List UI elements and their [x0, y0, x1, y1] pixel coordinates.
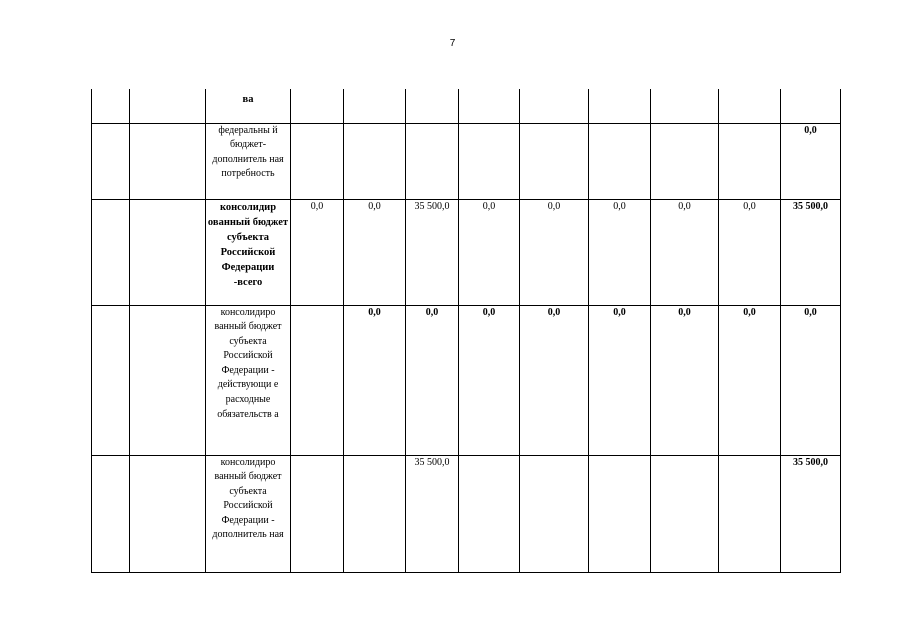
value-cell: 0,0 [589, 199, 651, 305]
value-cell [406, 123, 459, 199]
value-cell: 0,0 [520, 305, 589, 455]
blank-cell-b [130, 123, 206, 199]
value-cell [291, 123, 344, 199]
blank-cell-b [130, 305, 206, 455]
value-cell: 35 500,0 [781, 199, 841, 305]
blank-cell-a [92, 199, 130, 305]
blank-cell-a [92, 123, 130, 199]
table-row [92, 89, 841, 123]
value-cell [520, 89, 589, 123]
value-cell: 0,0 [719, 305, 781, 455]
value-cell: 35 500,0 [406, 455, 459, 572]
value-cell: 0,0 [719, 199, 781, 305]
blank-cell-a [92, 455, 130, 572]
value-cell [651, 455, 719, 572]
value-cell [651, 123, 719, 199]
blank-cell-b [130, 455, 206, 572]
row-label: федеральны й бюджет- дополнитель ная потребность [206, 123, 291, 199]
value-cell: 0,0 [344, 199, 406, 305]
value-cell [719, 123, 781, 199]
value-cell [719, 455, 781, 572]
value-cell [520, 455, 589, 572]
row-label: консолидиро ванный бюджет субъекта Российской Федерации - действующи е расходные обязательств а [206, 305, 291, 455]
value-cell [589, 455, 651, 572]
value-cell: 0,0 [520, 199, 589, 305]
value-cell: 0,0 [589, 305, 651, 455]
value-cell [344, 123, 406, 199]
value-cell [406, 89, 459, 123]
blank-cell-b [130, 199, 206, 305]
value-cell: 0,0 [781, 305, 841, 455]
value-cell [291, 305, 344, 455]
table-row [92, 305, 841, 455]
row-label: консолидир ованный бюджет субъекта Российской Федерации -всего [206, 199, 291, 305]
value-cell [520, 123, 589, 199]
value-cell [589, 89, 651, 123]
value-cell: 0,0 [459, 305, 520, 455]
value-cell: 35 500,0 [781, 455, 841, 572]
value-cell: 0,0 [459, 199, 520, 305]
value-cell [781, 89, 841, 123]
table-row [92, 123, 841, 199]
value-cell [651, 89, 719, 123]
value-cell [344, 455, 406, 572]
value-cell [344, 89, 406, 123]
blank-cell-b [130, 89, 206, 123]
value-cell: 0,0 [291, 199, 344, 305]
blank-cell-a [92, 89, 130, 123]
value-cell [291, 455, 344, 572]
value-cell: 0,0 [651, 199, 719, 305]
value-cell: 0,0 [406, 305, 459, 455]
row-label: консолидиро ванный бюджет субъекта Российской Федерации - дополнитель ная [206, 455, 291, 572]
value-cell [459, 89, 520, 123]
value-cell: 0,0 [344, 305, 406, 455]
budget-table [91, 89, 841, 573]
value-cell [719, 89, 781, 123]
row-label: ва [206, 89, 291, 123]
value-cell: 35 500,0 [406, 199, 459, 305]
table-row [92, 199, 841, 305]
page-number: 7 [449, 38, 456, 49]
value-cell [589, 123, 651, 199]
value-cell [459, 123, 520, 199]
value-cell: 0,0 [651, 305, 719, 455]
value-cell [291, 89, 344, 123]
blank-cell-a [92, 305, 130, 455]
table-row [92, 455, 841, 572]
value-cell: 0,0 [781, 123, 841, 199]
value-cell [459, 455, 520, 572]
